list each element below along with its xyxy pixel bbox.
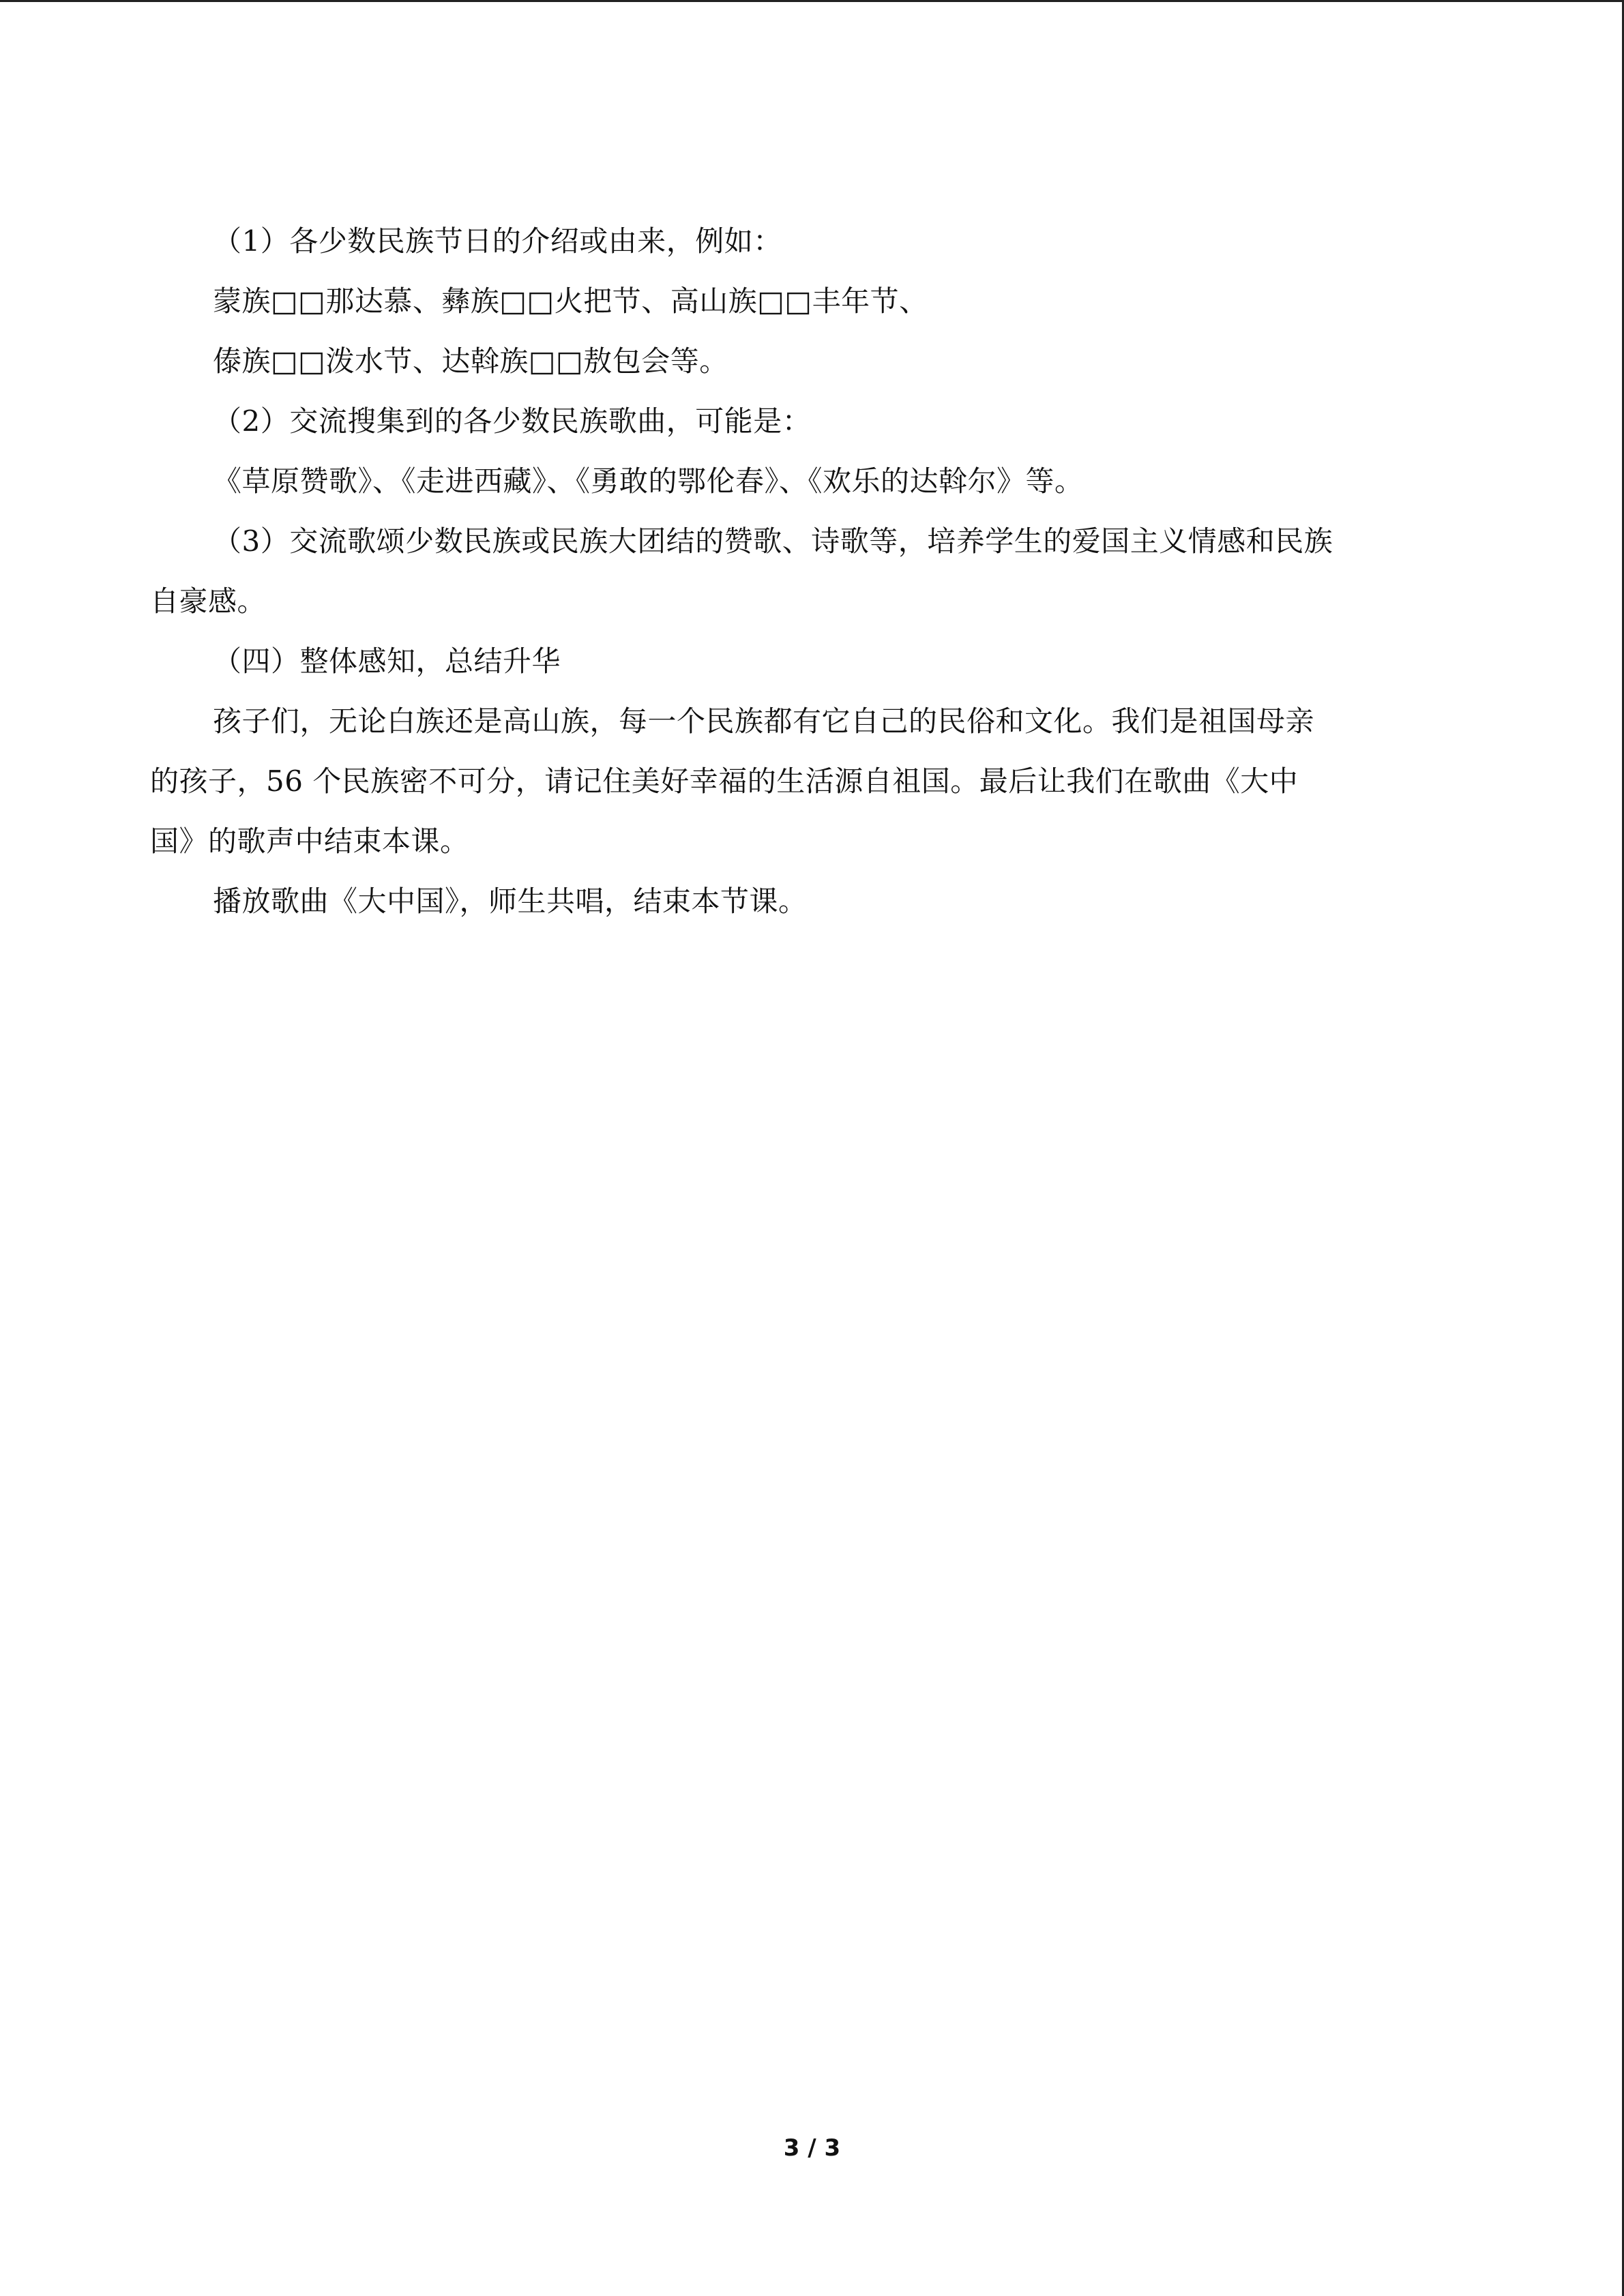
page-number: 3 / 3 [783, 2134, 841, 2162]
paragraph-line: 自豪感。 [150, 584, 267, 618]
paragraph-line: 《草原赞歌》、《走进西藏》、《勇敢的鄂伦春》、《欢乐的达斡尔》等。 [213, 464, 1084, 498]
paragraph-line: 蒙族□□那达慕、彝族□□火把节、高山族□□丰年节、 [213, 284, 928, 318]
paragraph-line: 国》的歌声中结束本课。 [150, 824, 469, 858]
document-body [150, 211, 1480, 931]
paragraph-line: （2）交流搜集到的各少数民族歌曲，可能是： [213, 404, 812, 438]
paragraph-line: 傣族□□泼水节、达斡族□□敖包会等。 [213, 344, 728, 378]
paragraph-line: 播放歌曲《大中国》，师生共唱，结束本节课。 [213, 884, 808, 918]
paragraph-line: （3）交流歌颂少数民族或民族大团结的赞歌、诗歌等，培养学生的爱国主义情感和民族 [213, 524, 1333, 558]
paragraph-line: 的孩子，56 个民族密不可分，请记住美好幸福的生活源自祖国。最后让我们在歌曲《大中 [150, 764, 1299, 798]
section-heading: （四）整体感知，总结升华 [213, 644, 561, 678]
paragraph-line: （1）各少数民族节日的介绍或由来，例如： [213, 224, 782, 258]
paragraph-line: 孩子们，无论白族还是高山族，每一个民族都有它自己的民俗和文化。我们是祖国母亲 [213, 704, 1315, 738]
